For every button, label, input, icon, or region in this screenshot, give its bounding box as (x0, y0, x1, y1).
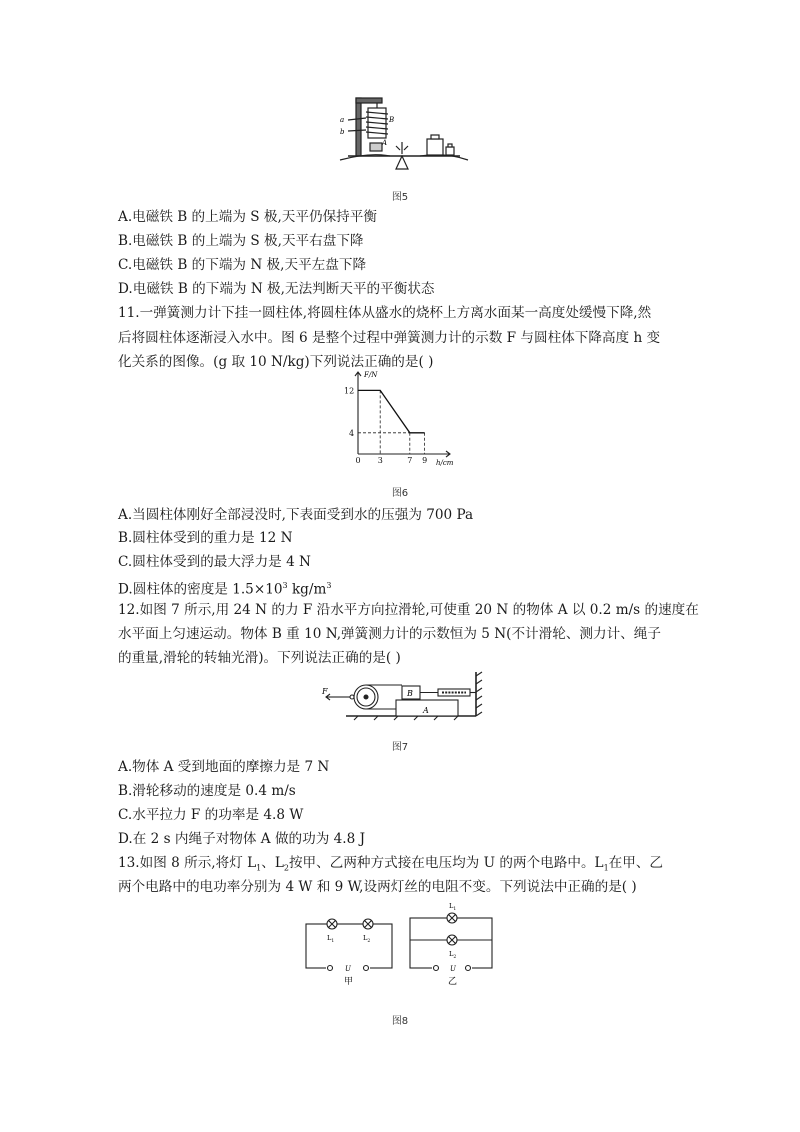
q12-stem-line-2: 水平面上匀速运动。物体 B 重 10 N,弹簧测力计的示数恒为 5 N(不计滑轮、测力计、绳子 (118, 626, 661, 642)
q12-option-c: C.水平拉力 F 的功率是 4.8 W (118, 807, 304, 823)
fig6-x-tick-0: 0 (355, 456, 361, 465)
fig7-label-A: A (423, 706, 429, 715)
q11-option-d-text: D.圆柱体的密度是 1.5×10 (118, 581, 283, 598)
fig6-y-tick-4: 4 (349, 428, 355, 438)
q12-option-d: D.在 2 s 内绳子对物体 A 做的功为 4.8 J (118, 831, 366, 847)
fig6-series-line (358, 390, 425, 432)
figure-8-diagram (296, 898, 506, 990)
fig8-yi-L1: $L_1$ (449, 902, 457, 912)
q10-option-c: C.电磁铁 B 的下端为 N 极,天平左盘下降 (118, 257, 367, 273)
q11-stem-line-2: 后将圆柱体逐渐浸入水中。图 6 是整个过程中弹簧测力计的示数 F 与圆柱体下降高度 h 变 (118, 330, 661, 346)
figure-5-caption: 图5 (391, 192, 409, 203)
fig5-label-B: B (389, 116, 395, 124)
figure-7-caption: 图7 (391, 742, 409, 753)
q13-stem-line-2: 两个电路中的电功率分别为 4 W 和 9 W,设两灯丝的电阻不变。下列说法中正确的是( ) (118, 879, 637, 895)
fig5-label-a: a (340, 116, 345, 124)
fig7-label-B: B (407, 689, 413, 698)
figure-8-caption: 图8 (391, 1016, 409, 1027)
q13-sub-2: 2 (283, 863, 289, 873)
q11-option-c: C.圆柱体受到的最大浮力是 4 N (118, 554, 311, 570)
fig6-x-tick-9: 9 (422, 456, 428, 465)
q13-sub-1: 1 (256, 863, 262, 873)
fig6-y-axis-label: F/N (364, 371, 378, 379)
figure-5-diagram (330, 94, 480, 174)
fig8-jia-label: 甲 (344, 977, 354, 987)
fig6-x-axis-label: h/cm (436, 459, 454, 467)
q11-stem-line-1: 11.一弹簧测力计下挂一圆柱体,将圆柱体从盛水的烧杯上方离水面某一高度处缓慢下降,然 (118, 305, 652, 321)
figure-7-diagram (318, 670, 488, 722)
fig8-jia-U: U (345, 965, 351, 973)
q10-option-b: B.电磁铁 B 的上端为 S 极,天平右盘下降 (118, 233, 364, 249)
fig8-jia-L2: $L_2$ (363, 934, 371, 944)
figure-6-caption: 图6 (391, 488, 409, 499)
q12-stem-line-3: 的重量,滑轮的转轴光滑)。下列说法正确的是( ) (118, 650, 401, 666)
fig8-jia-L1: $L_1$ (327, 934, 335, 944)
q13-stem-line-1 (118, 854, 663, 878)
fig8-yi-U: U (450, 965, 456, 973)
q11-option-d-unit: kg/m (287, 581, 327, 598)
q12-option-a: A.物体 A 受到地面的摩擦力是 7 N (118, 759, 330, 775)
q13-sub-3: 1 (603, 863, 609, 873)
q13-text-d: 在甲、乙 (608, 855, 664, 871)
q11-option-d-exp: 3 (282, 581, 288, 590)
q11-option-a: A.当圆柱体刚好全部浸没时,下表面受到水的压强为 700 Pa (118, 507, 474, 523)
fig7-label-F: F (322, 687, 328, 696)
q11-option-b: B.圆柱体受到的重力是 12 N (118, 530, 293, 546)
figure-6-chart (340, 368, 460, 468)
q11-stem-line-3: 化关系的图像。(g 取 10 N/kg)下列说法正确的是( ) (118, 354, 434, 370)
fig5-label-A: A (382, 139, 388, 147)
q13-text-a: 13.如图 8 所示,将灯 L (118, 855, 257, 871)
q13-text-b: 、L (261, 855, 284, 871)
fig5-label-b: b (340, 128, 345, 136)
fig8-yi-L2: $L_2$ (449, 950, 457, 960)
q12-stem-line-1: 12.如图 7 所示,用 24 N 的力 F 沿水平方向拉滑轮,可使重 20 N 的物体 A 以 0.2 m/s 的速度在 (118, 602, 699, 618)
fig6-y-tick-12: 12 (344, 386, 355, 396)
q10-option-d: D.电磁铁 B 的下端为 N 极,无法判断天平的平衡状态 (118, 281, 435, 297)
q12-option-b: B.滑轮移动的速度是 0.4 m/s (118, 783, 296, 799)
fig6-x-tick-3: 3 (377, 456, 383, 465)
fig8-yi-label: 乙 (448, 977, 458, 987)
q11-option-d-unit-exp: 3 (326, 581, 332, 590)
q11-option-d (118, 577, 331, 599)
q13-text-c: 按甲、乙两种方式接在电压均为 U 的两个电路中。L (288, 855, 604, 871)
fig6-x-tick-7: 7 (407, 456, 413, 465)
q10-option-a: A.电磁铁 B 的上端为 S 极,天平仍保持平衡 (118, 209, 377, 225)
